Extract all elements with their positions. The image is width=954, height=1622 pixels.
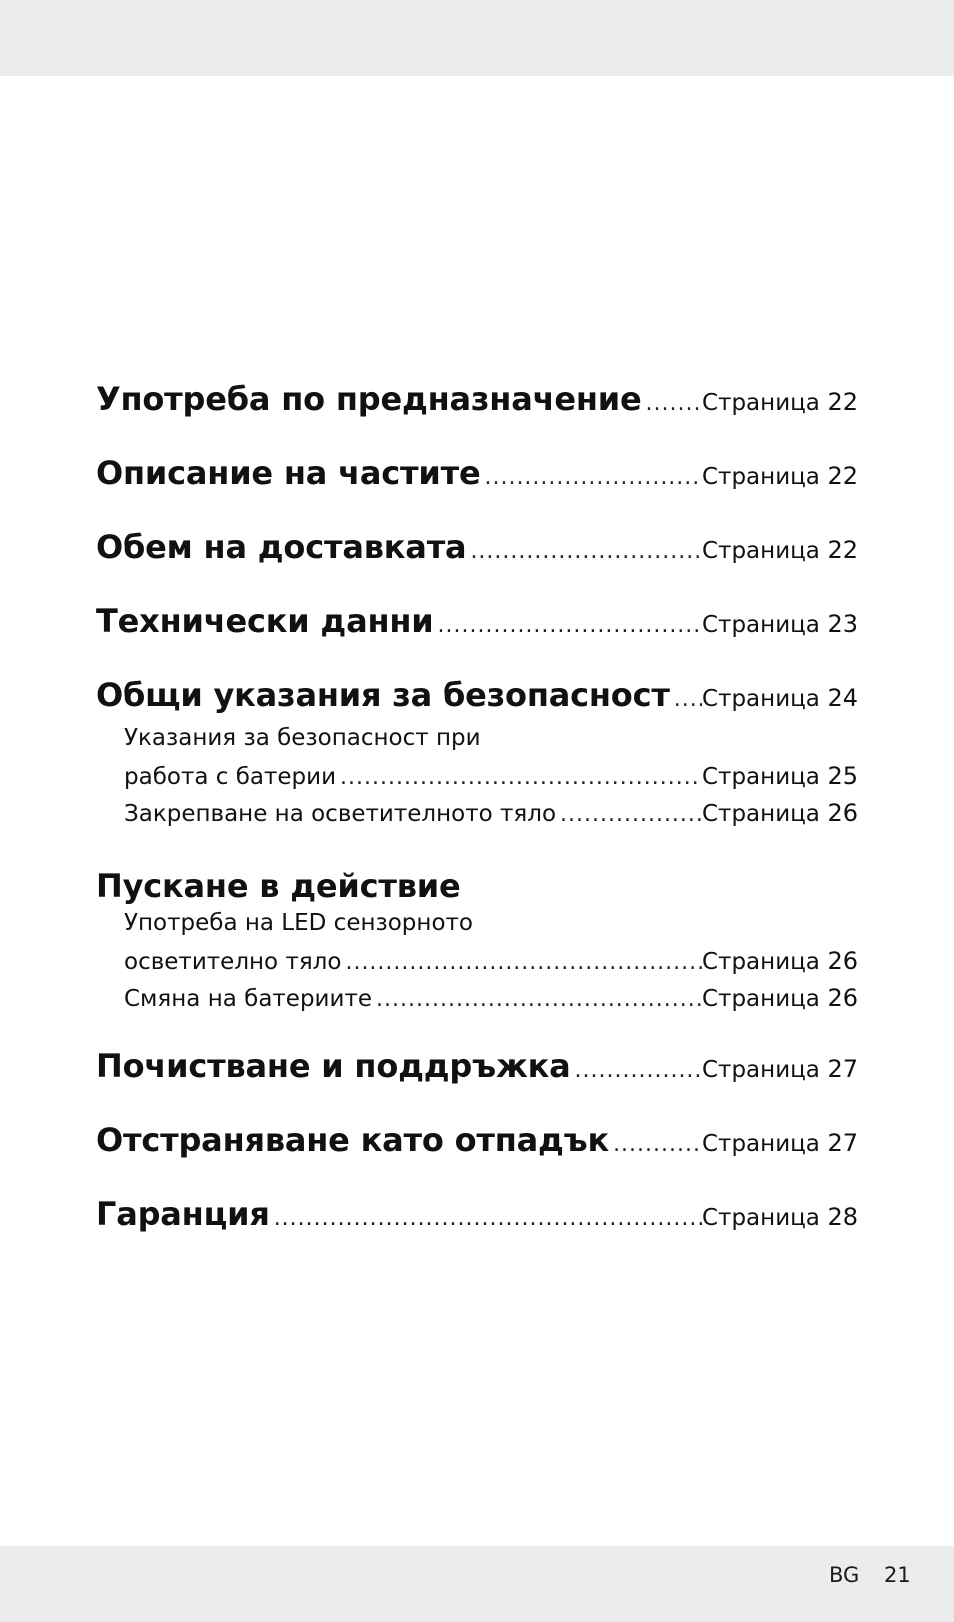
toc-leader-dots (438, 613, 702, 638)
toc-title: Отстраняване като отпадък (96, 1121, 610, 1159)
toc-page-label: Страница (702, 764, 820, 790)
toc-leader-dots (484, 465, 702, 490)
toc-leader-dots (613, 1132, 702, 1157)
toc-entry-cleaning[interactable] (96, 1047, 858, 1085)
toc-entry-intended-use[interactable] (96, 380, 858, 418)
toc-page-number: 23 (827, 610, 858, 638)
toc-leader-dots (646, 391, 702, 416)
toc-page-label: Страница (702, 464, 820, 490)
toc-subentry-battery-safety-line1 (96, 725, 858, 751)
toc-page-number: 22 (827, 536, 858, 564)
toc-entry-parts-description[interactable] (96, 454, 858, 492)
toc-page-number: 28 (827, 1203, 858, 1231)
footer-band (0, 1546, 954, 1622)
toc-page-label: Страница (702, 538, 820, 564)
toc-entry-technical-data[interactable] (96, 602, 858, 640)
toc-page-label: Страница (702, 1205, 820, 1231)
toc-page-number: 26 (827, 799, 858, 827)
toc-subentry-led-usage[interactable] (96, 947, 858, 975)
toc-subentry-battery-safety[interactable] (96, 762, 858, 790)
toc-page-number: 26 (827, 947, 858, 975)
toc-title: Гаранция (96, 1195, 270, 1233)
toc-subentry-led-usage-line1 (96, 910, 858, 936)
toc-page-number: 27 (827, 1055, 858, 1083)
toc-page-label: Страница (702, 686, 820, 712)
toc-page-label: Страница (702, 612, 820, 638)
toc-leader-dots (376, 987, 702, 1012)
toc-subentry-battery-change[interactable] (96, 984, 858, 1012)
toc-entry-disposal[interactable] (96, 1121, 858, 1159)
toc-entry-warranty[interactable] (96, 1195, 858, 1233)
toc-title: Технически данни (96, 602, 434, 640)
toc-leader-dots (340, 765, 702, 790)
toc-entry-safety-notes[interactable] (96, 676, 858, 714)
toc-subentry-mounting[interactable] (96, 799, 858, 827)
toc-leader-dots (674, 687, 702, 712)
toc-title: Пускане в действие (96, 867, 461, 905)
toc-page-label: Страница (702, 1057, 820, 1083)
toc-page-number: 22 (827, 462, 858, 490)
toc-leader-dots (274, 1206, 702, 1231)
toc-title: Обем на доставката (96, 528, 467, 566)
toc-page-label: Страница (702, 986, 820, 1012)
footer-language-code: BG (829, 1563, 860, 1587)
footer-page-number: 21 (884, 1563, 911, 1587)
toc-leader-dots (560, 802, 702, 827)
toc-subtitle: работа с батерии (124, 764, 337, 790)
toc-subtitle: осветително тяло (124, 949, 342, 975)
toc-subtitle: Указания за безопасност при (124, 725, 481, 751)
toc-page-number: 24 (827, 684, 858, 712)
toc-page-number: 22 (827, 388, 858, 416)
toc-page-label: Страница (702, 1131, 820, 1157)
toc-entry-delivery-scope[interactable] (96, 528, 858, 566)
toc-page-number: 25 (827, 762, 858, 790)
toc-title: Почистване и поддръжка (96, 1047, 571, 1085)
toc-leader-dots (470, 539, 702, 564)
toc-page-number: 26 (827, 984, 858, 1012)
toc-leader-dots (345, 950, 702, 975)
toc-leader-dots (575, 1058, 702, 1083)
toc-page-label: Страница (702, 390, 820, 416)
header-band (0, 0, 954, 76)
toc-subtitle: Смяна на батериите (124, 986, 373, 1012)
toc-title: Общи указания за безопасност (96, 676, 670, 714)
toc-subtitle: Закрепване на осветителното тяло (124, 801, 557, 827)
toc-entry-startup[interactable] (96, 867, 858, 905)
toc-page-number: 27 (827, 1129, 858, 1157)
toc-title: Употреба по предназначение (96, 380, 642, 418)
toc-title: Описание на частите (96, 454, 481, 492)
toc-page-label: Страница (702, 949, 820, 975)
toc-page-label: Страница (702, 801, 820, 827)
toc-subtitle: Употреба на LED сензорното (124, 910, 473, 936)
